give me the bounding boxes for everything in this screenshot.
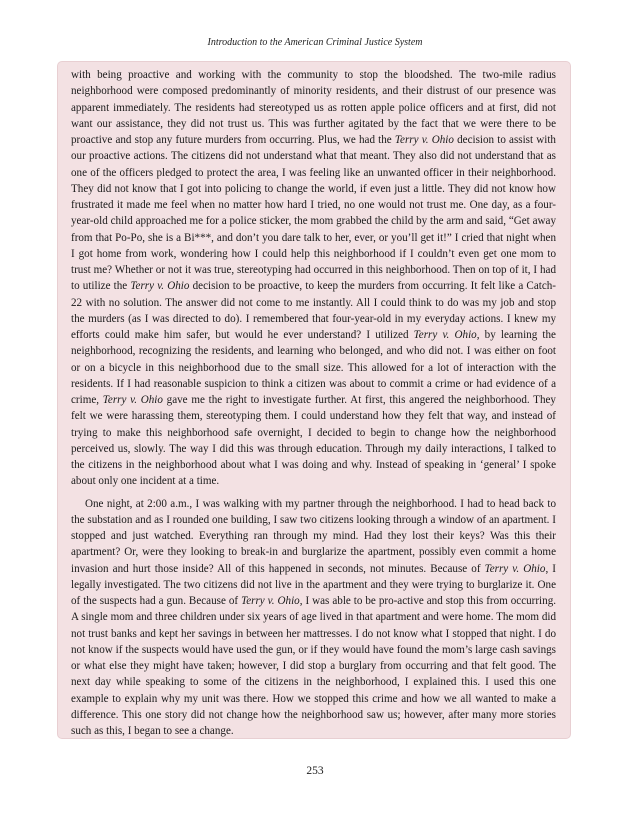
case-citation: Terry v. Ohio — [130, 280, 190, 293]
case-citation: Terry v. Ohio — [241, 595, 300, 607]
paragraph-1 — [71, 67, 556, 490]
text-run: with being proactive and working with the community to stop the bloodshed. The two-mile radius neighborhood were composed predominantly of minority residents, and their distrust of our presence was apparent immediately. The residents had stereotyped us as rotten apple police officers and at first, did not want our assistance, they did not trust us. This was further agitated by the fact that we were there to be proactive and stop any future murders from occurring. Plus, we had the — [71, 69, 556, 146]
case-citation: Terry v. Ohio — [102, 394, 163, 406]
text-run: gave me the right to investigate further. At first, this angered the neighborhood. They felt we were harassing them, stereotyping them. I could understand how they felt that way, and instead of trying to make this neighborhood safe overnight, I decided to begin to change how the neighborhood perceived us, slowly. The way I did this was through education. Through my daily interactions, I talked to the citizens in the neighborhood about what I was doing and why. Instead of speaking in ‘general’ I spoke about only one incident at a time. — [71, 394, 556, 488]
text-run: decision to be proactive, to keep the murders from occurring. It felt like a Catch-22 with no solution. The answer did not come to me instantly. All I could think to do was my job and stop the murders (as I was directed to do). I remembered that four-year-old in my everyday actions. I knew my efforts could make him safer, but would he ever understand? I utilized — [71, 280, 556, 341]
page-number: 253 — [306, 765, 324, 777]
case-citation: Terry v. Ohio — [413, 329, 477, 341]
text-run: One night, at 2:00 a.m., I was walking with my partner through the neighborhood. I had to head back to the substation and as I rounded one building, I saw two citizens looking through a window of an apartment. I stopped and just watched. Everything ran through my mind. Had they lost their keys? Was this their apartment? Or, were they looking to break-in and burglarize the apartment, possibly even commit a home invasion and hurt those inside? All of this happened in seconds, not minutes. Because of — [71, 497, 556, 575]
running-header: Introduction to the American Criminal Justice System — [207, 37, 423, 48]
text-run: decision to assist with our proactive actions. The citizens did not understand what that meant. They also did not understand that as one of the officers pledged to protect the area, I was feeling like an unwanted officer in their neighborhood. They did not know that I got into policing to change the world, if even just a little. They did not know how frustrated it made me feel when no matter how hard I tried, no one would not trust me. One day, as a four-year-old child approached me for a police sticker, the mom grabbed the child by the arm and said, “Get away from that Po-Po, she is a Bi***, and don’t you dare talk to her, ever, or you’ll get it!” I cried that night when I got home from work, wondering how I could help this neighborhood if I couldn’t even get one mom to trust me? Whether or not it was true, stereotyping had occurred in this neighborhood. Then on top of it, I had to utilize the — [71, 134, 556, 293]
text-run: , by learning the neighborhood, recognizing the residents, and learning who belonged, and who did not. I was either on foot or on a bicycle in this neighborhood due to the small size. This allowed for a lot of interaction with the residents. If I had reasonable suspicion to think a citizen was about to commit a crime or had evidence of a crime, — [71, 329, 556, 406]
case-citation: Terry v. Ohio — [394, 134, 454, 146]
text-run: , I legally investigated. The two citizens did not live in the apartment and they were trying to burglarize it. One of the suspects had a gun. Because of — [71, 562, 556, 607]
case-citation: Terry v. Ohio — [484, 562, 546, 575]
callout-box — [57, 61, 571, 739]
text-run: , I was able to be pro-active and stop this from occurring. A single mom and three children under six years of age lived in that apartment and were home. The mom did not trust banks and kept her savings in between her mattresses. I do not know what I stopped that night. I do not know if the suspects would have used the gun, or if they would have found the mom’s large cash savings or what else they might have taken; however, I did stop a burglary from occurring and that felt good. The next day while speaking to some of the citizens in the neighborhood, I explained this. I used this one example to explain why my unit was there. How we stopped this crime and how we all wanted to make a difference. This one story did not change how the neighborhood saw us; however, after many more stories such as this, I began to see a change. — [71, 595, 557, 737]
paragraph-2 — [71, 496, 556, 740]
